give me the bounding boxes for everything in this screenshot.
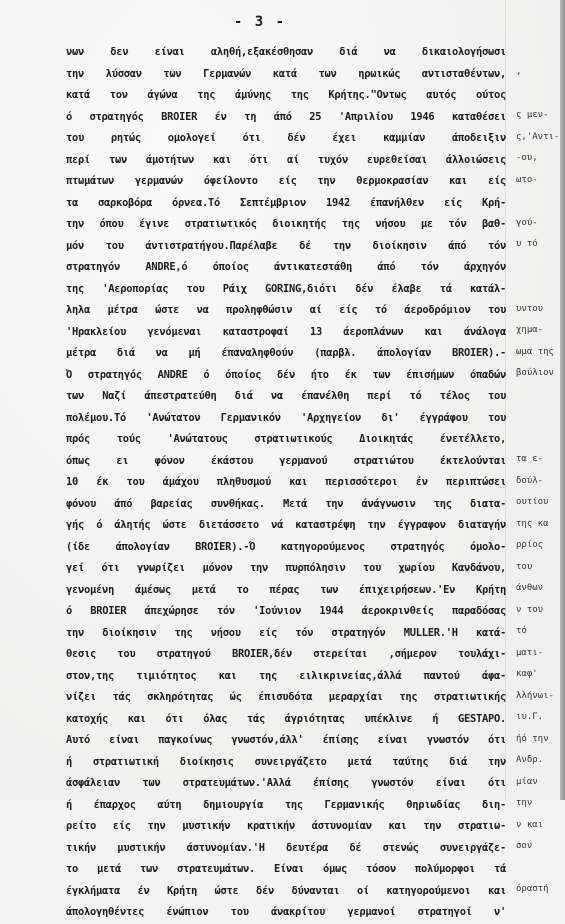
margin-fragment: τό [516, 626, 527, 636]
text-line: ρείτο είς την μυστικήν κρατικήν άστυνομίαν και την στρατιω- [66, 820, 506, 832]
margin-fragment: μίαν [516, 776, 538, 787]
margin-fragment [516, 858, 565, 880]
margin-fragment [516, 385, 565, 407]
margin-fragment: υντου [516, 303, 544, 314]
margin-fragment: ρρίος [516, 540, 544, 550]
text-line: νων δεν είναι αληθή,εξακέσθησαν διά να δικαιολογήσωσι [66, 46, 506, 58]
text-line: ή στρατιωτική διοίκησις συνειργάζετο μετά ταύτης διά την [66, 755, 506, 768]
margin-fragment: του [516, 561, 533, 572]
margin-fragment: ήό την [516, 733, 549, 744]
margin-fragment: ματι- [516, 647, 544, 658]
margin-fragment: ν του [516, 604, 544, 615]
margin-fragment [516, 191, 565, 213]
page-number: - 3 - [233, 14, 287, 30]
margin-fragment: ωτο- [516, 174, 538, 185]
text-line: όπως ει φόνον έκάστου γερμανού στρατιώτου έκτελούνται [66, 454, 506, 467]
text-line: ό BROIER άπεχώρησε τόν 'Ιούνιον 1944 άεροκρινθείς παραδόσας [66, 605, 506, 617]
margin-fragment: δούλ- [516, 475, 544, 486]
text-line: κατά τον άγώνα της άμύνης της Κρήτης."Οντως αυτός ούτος [66, 89, 506, 101]
margin-fragment: τα ε- [516, 454, 544, 464]
text-line: ή έπαρχος αύτη δημιουργία της Γερμανικής θηριωδίας διη- [66, 798, 506, 811]
text-line: μέτρα διά να μή έπαναληφθούν (παρβλ. άπολογίαν BROIER).- [66, 347, 506, 359]
text-line: πολέμου.Τό 'Ανώτατον Γερμανικόν 'Αρχηγείον δι' έγγράφου του [66, 411, 506, 424]
text-line: των Ναζί άπεστρατεύθη διά να έπανέλθη περί τό τέλος του [66, 390, 506, 402]
text-line: νίζει τάς σκληρότητας ώς έπισυδότα μεραρχίαι της στρατιωτικής [66, 691, 506, 703]
margin-fragment: βούλιον [516, 368, 554, 378]
margin-fragment [516, 84, 565, 106]
text-line: πρός τούς 'Ανώτατους στρατιωτικούς Διοικητάς ένετέλλετο, [66, 433, 506, 445]
text-line: μόν του άντιστρατήγου.Παρέλαβε δέ την διοίκησιν άπό τόν [66, 239, 506, 252]
text-line: γής ό άλητής ώστε διετάσσετο νά καταστρέψη την έγγραφον διαταγήν [66, 519, 506, 531]
text-line: το μετά των στρατευμάτων. Είναι όμως τόσον πολύμορφοι τά [66, 863, 506, 875]
text-line: Αυτό είναι παγκοίνως γνωστόν,άλλ' έπίσης είναι γνωστόν ότι [66, 734, 506, 746]
margin-fragment: ν και [516, 819, 544, 830]
margin-fragment: υ τό [516, 239, 538, 249]
text-line: την λύσσαν των Γερμανών κατά των ηρωικώς αντισταθέντων, [66, 67, 506, 80]
text-line: άσφάλειαν των στρατευμάτων.'Αλλά έπίσης γνωστόν είναι ότι [66, 777, 506, 789]
text-line: την όπου έγινε στρατιωτικός διοικητής της νήσου με τόν βαθ- [66, 218, 506, 230]
margin-fragment [516, 901, 565, 923]
margin-fragment: -ου, [516, 153, 538, 163]
margin-fragment: Ανδρ. [516, 755, 544, 765]
margin-fragment: σον [516, 841, 533, 851]
typed-body-text [66, 42, 506, 924]
text-line: κατοχής και ότι όλας τάς άγριότητας υπέκλινε ή GESTAPO. [66, 712, 506, 725]
page-right-edge-shadow [560, 0, 565, 800]
margin-fragment: ουτίου [516, 497, 549, 507]
margin-fragment: ωμα της [516, 346, 554, 357]
text-line: την διοίκησιν της νήσου είς τόν στρατηγόν MULLER.'Η κατά- [66, 626, 506, 639]
text-line: φόνου άπό βαρείας συνθήκας. Μετά την άνάγνωσιν της διατα- [66, 497, 506, 510]
margin-fragment: καφ' [516, 669, 538, 679]
text-line: στον,της τιμιότητος και της ειλικρινείας,άλλά παντού άφα- [66, 669, 506, 682]
text-line: γεί ότι γνωρίζει μόνον την πυρπόλησιν του χωρίου Κανδάνου, [66, 562, 506, 574]
margin-fragment [516, 277, 565, 299]
text-line: τικήν μυστικήν άστυνομίαν.'Η δευτέρα δέ στενώς συνειργάζε- [66, 841, 506, 854]
margin-fragment: ιυ.Γ. [516, 712, 544, 722]
text-line: τα σαρκοβόρα όρνεα.Τό Σεπτέμβριον 1942 έπανήλθεν είς Κρή- [66, 196, 506, 209]
text-line: έγκλήματα έν Κρήτη ώστε δέν δύνανται οί κατηγορούμενοι και [66, 884, 506, 897]
text-line: στρατηγόν ANDRE,ό όποίος άντικατεστάθη άπό τόν άρχηγόν [66, 261, 506, 273]
text-line: 10 έκ του άμάχου πληθυσμού και περισσότεροι έν περιπτώσει [66, 476, 506, 488]
text-line: (ίδε άπολογίαν BROIER).-Ό κατηγορούμενος στρατηγός όμολο- [66, 540, 506, 553]
page-fold-line [505, 0, 506, 800]
margin-fragment: ς μεν- [516, 110, 549, 120]
text-line: άπολογηθέντες ένώπιον του άνακρίτου γερμανοί στρατηγοί ν' [66, 906, 506, 918]
margin-fragment: , [516, 67, 522, 77]
text-line: πτωμάτων γερμανών όφείλοντο είς την θερμοκρασίαν και είς [66, 175, 506, 187]
margin-fragment: χημα- [516, 325, 544, 335]
right-margin-text [516, 62, 565, 922]
text-line: 'Ηρακλείου γενόμεναι καταστροφαί 13 άεροπλάνων και άνάλογα [66, 325, 506, 338]
text-line: περί των άμοτήτων και ότι αί τυχόν ευρεθείσαι άλλοιώσεις [66, 153, 506, 166]
margin-fragment: ς,'Αντι- [516, 131, 560, 142]
text-line: γενομένη άμέσως μετά το πέρας των έπιχειρήσεων.'Εν Κρήτη [66, 583, 506, 596]
margin-fragment [516, 256, 565, 278]
text-line: του ρητώς ομολογεί ότι δέν έχει καμμίαν άποδειξιν [66, 132, 506, 144]
text-line: της 'Αεροπορίας του Ράιχ GORING,διότι δέν έλαβε τά κατάλ- [66, 282, 506, 295]
margin-fragment [516, 428, 565, 450]
margin-fragment: λλήνωι- [516, 690, 554, 701]
margin-fragment: όραστή [516, 884, 549, 894]
text-line: Ό στρατηγός ANDRE ό όποίος δέν ήτο έκ των έπισήμων όπαδών [66, 368, 506, 381]
margin-fragment: γού- [516, 217, 538, 228]
margin-fragment [516, 406, 565, 428]
margin-fragment: άνθων [516, 583, 544, 593]
margin-fragment: την [516, 798, 533, 808]
text-line: ληλα μέτρα ώστε να προληφθώσιν αί είς τό άεροδρόμιον του [66, 304, 506, 316]
margin-fragment: της κα [516, 518, 549, 529]
text-line: ό στρατηγός BROIER έν τη άπό 25 'Απριλίου 1946 καταθέσει [66, 110, 506, 123]
text-line: θεσις του στρατηγού BROIER,δέν στερείται ,σήμερον τουλάχι- [66, 648, 506, 660]
